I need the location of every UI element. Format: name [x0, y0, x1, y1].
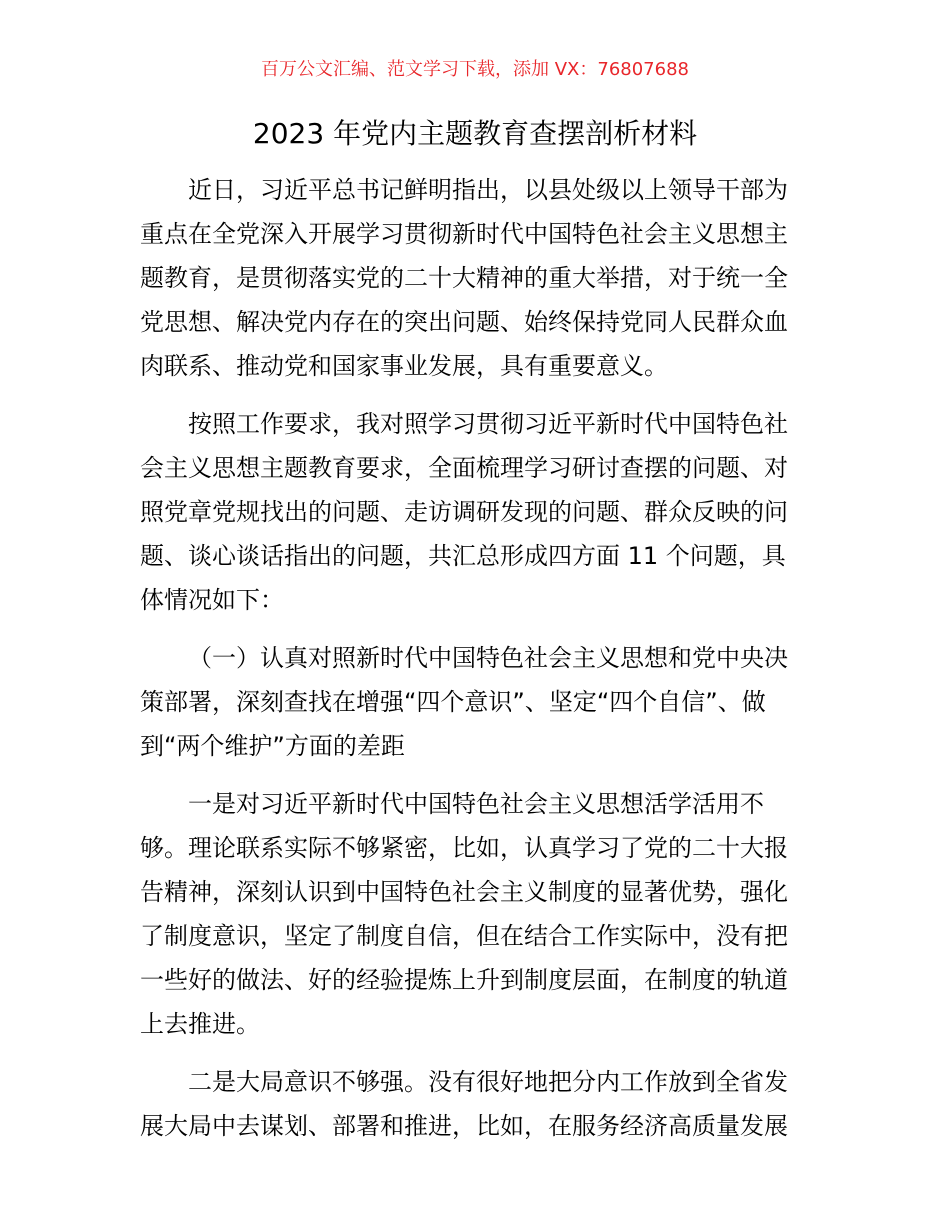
- paragraph-issue-2: [140, 1060, 812, 1148]
- text-line: 策部署，深刻查找在增强“四个意识”、坚定“四个自信”、做: [140, 688, 766, 716]
- text-line: 了制度意识，坚定了制度自信，但在结合工作实际中，没有把: [140, 922, 788, 950]
- text-line: 题教育，是贯彻落实党的二十大精神的重大举措，对于统一全: [140, 264, 788, 292]
- paragraph-intro: [140, 168, 812, 388]
- document-body: [140, 168, 812, 1148]
- text-line: 够。理论联系实际不够紧密，比如，认真学习了党的二十大报: [140, 834, 788, 862]
- text-line: （一）认真对照新时代中国特色社会主义思想和党中央决: [188, 644, 788, 672]
- text-line: 上去推进。: [140, 1010, 260, 1038]
- text-line: 题、谈心谈话指出的问题，共汇总形成四方面 11 个问题，具: [140, 542, 786, 570]
- text-line: 重点在全党深入开展学习贯彻新时代中国特色社会主义思想主: [140, 220, 788, 248]
- watermark-header: 百万公文汇编、范文学习下载，添加 VX：76807688: [261, 59, 689, 80]
- text-line: 党思想、解决党内存在的突出问题、始终保持党同人民群众血: [140, 308, 788, 336]
- text-line: 肉联系、推动党和国家事业发展，具有重要意义。: [140, 352, 668, 380]
- paragraph-issue-1: [140, 782, 812, 1046]
- text-line: 按照工作要求，我对照学习贯彻习近平新时代中国特色社: [188, 410, 788, 438]
- section-heading-1: [140, 636, 812, 768]
- text-line: 展大局中去谋划、部署和推进，比如，在服务经济高质量发展: [140, 1112, 788, 1140]
- text-line: 一是对习近平新时代中国特色社会主义思想活学活用不: [188, 790, 764, 818]
- text-line: 近日，习近平总书记鲜明指出，以县处级以上领导干部为: [188, 176, 788, 204]
- text-line: 会主义思想主题教育要求，全面梳理学习研讨查摆的问题、对: [140, 454, 788, 482]
- text-line: 一些好的做法、好的经验提炼上升到制度层面，在制度的轨道: [140, 966, 788, 994]
- document-title: 2023 年党内主题教育查摆剖析材料: [252, 117, 698, 150]
- text-line: 告精神，深刻认识到中国特色社会主义制度的显著优势，强化: [140, 878, 788, 906]
- paragraph-requirements: [140, 402, 812, 622]
- text-line: 到“两个维护”方面的差距: [140, 732, 405, 760]
- text-line: 二是大局意识不够强。没有很好地把分内工作放到全省发: [188, 1068, 788, 1096]
- text-line: 体情况如下：: [140, 586, 284, 614]
- text-line: 照党章党规找出的问题、走访调研发现的问题、群众反映的问: [140, 498, 788, 526]
